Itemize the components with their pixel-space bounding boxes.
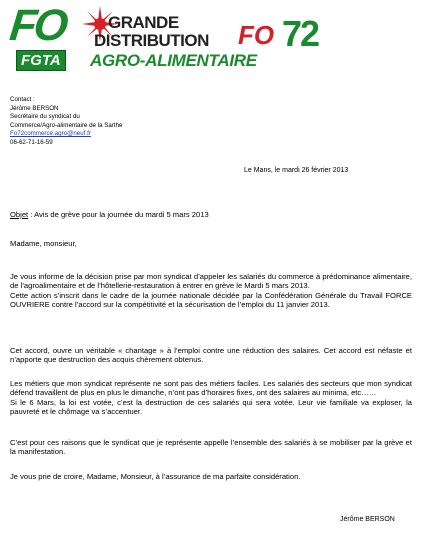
paragraph-4	[10, 438, 412, 457]
logo-agro-alimentaire: AGRO-ALIMENTAIRE	[90, 51, 257, 70]
paragraph-2-text: Cet accord, ouvre un véritable « chantage » à l’emploi contre une réduction des salaires. Cet accord est néfaste et n’apporte que destruction des acquis chèrement obtenus.	[10, 346, 412, 365]
fgta-logo-text: FGTA	[16, 50, 66, 71]
paragraph-3	[10, 379, 412, 417]
contact-name: Jérôme BERSON	[10, 104, 59, 112]
logo-distribution: DISTRIBUTION	[94, 31, 209, 50]
logo-grande: GRANDE	[108, 13, 179, 32]
fo-logo-text: FO	[7, 1, 68, 50]
contact-heading: Contact :	[10, 96, 35, 103]
contact-email-link[interactable]: Fo72commerce.agro@neuf.fr	[10, 130, 91, 138]
logo-fo-red: FO	[238, 20, 275, 50]
paragraph-1b: Cette action s’inscrit dans le cadre de la journée nationale décidée par la Confédération Générale du Travail FORCE OUVRIERE contre l’accord sur la compétitivité et la sécurisation de l’emploi du 11 janvier 2013.	[10, 290, 412, 310]
letter-subject	[10, 210, 412, 219]
contact-role-line1: Secrétaire du syndicat du	[10, 113, 80, 121]
contact-role-line2: Commerce/Agro-alimentaire de la Sarthe	[10, 121, 123, 129]
salutation-text: Madame, monsieur,	[10, 239, 77, 248]
paragraph-1a: Je vous informe de la décision prise par mon syndicat d’appeler les salariés du commerce à prédominance alimentaire, de l’agroalimentaire et de l’hôtellerie-restauration à entrer en grève le Mardi 5 mars 2013.	[10, 272, 412, 291]
logo-dept-number: 72	[282, 13, 319, 54]
contact-phone: 06-62-71-16-59	[10, 138, 53, 146]
paragraph-5-text: Je vous prie de croire, Madame, Monsieur, à l’assurance de ma parfaite considération.	[10, 472, 301, 481]
paragraph-2	[10, 346, 412, 365]
subject-label: Objet	[10, 210, 29, 219]
paragraph-1	[10, 272, 412, 310]
fo-fgta-logo	[7, 1, 76, 76]
paragraph-4-text: C’est pour ces raisons que le syndicat que je représente appelle l’ensemble des salariés à se mobiliser par la grève et la manifestation.	[10, 438, 412, 457]
signature: Jérôme BERSON	[340, 516, 395, 523]
paragraph-3a: Les métiers que mon syndicat représente ne sont pas des métiers faciles. Les salariés des secteurs que mon syndicat défend travaillent de plus en plus le dimanche, n’ont pas d’horaires fixes, ont des salaires au minima, etc……	[10, 379, 412, 398]
grande-distribution-logo	[90, 12, 325, 72]
paragraph-5	[10, 472, 412, 481]
salutation	[10, 239, 412, 248]
paragraph-3b: Si le 6 Mars, la loi est votée, c’est la destruction de ces salariés qui sera votée. Leur vie familiale va exploser, la pauvreté et le chômage va s’accentuer.	[10, 397, 412, 417]
letter-date: Le Mans, le mardi 26 février 2013	[244, 167, 349, 174]
contact-block	[10, 96, 210, 148]
subject-text: : Avis de grève pour la journée du mardi 5 mars 2013	[28, 210, 209, 219]
